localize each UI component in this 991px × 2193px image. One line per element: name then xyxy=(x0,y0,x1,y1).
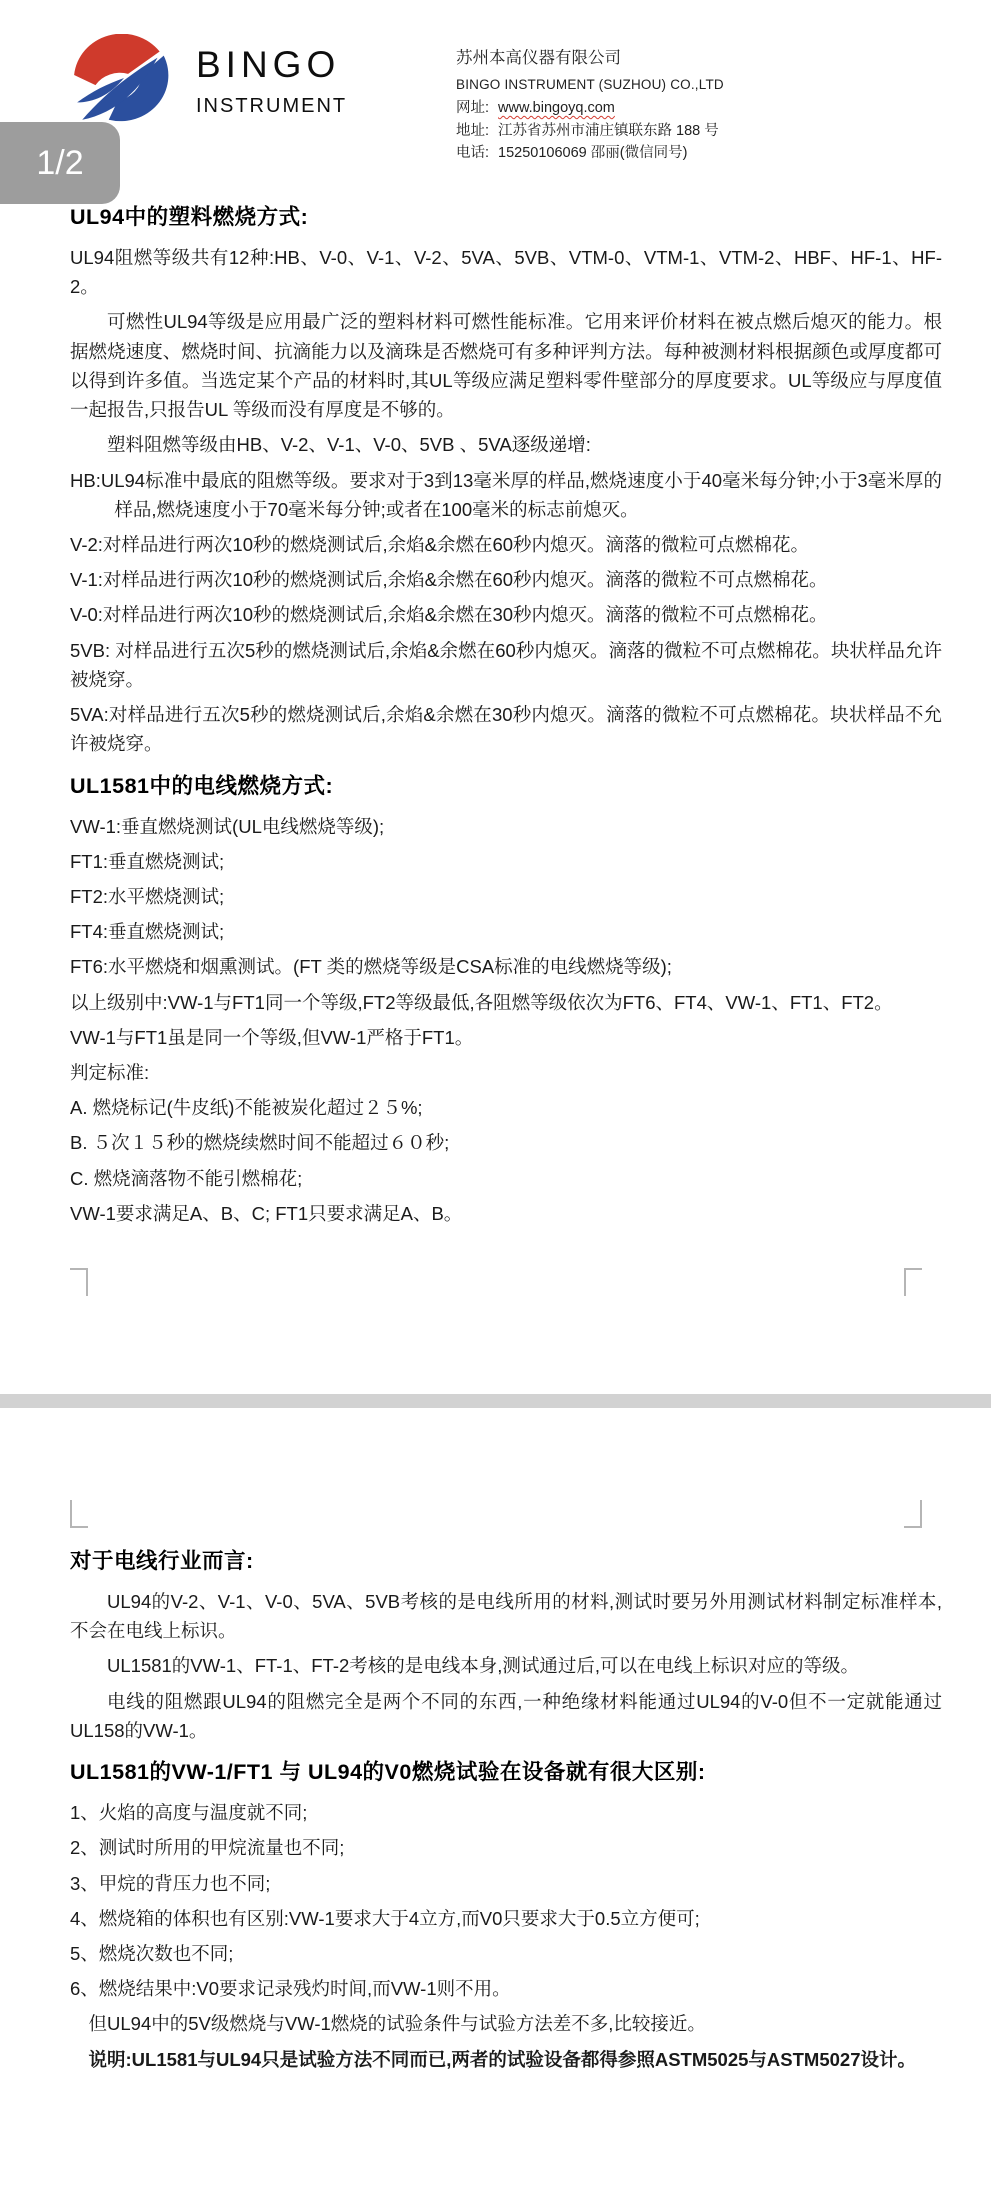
ul1581-section-heading: UL1581中的电线燃烧方式: xyxy=(70,773,334,798)
similarity-note: 但UL94中的5V级燃烧与VW-1燃烧的试验条件与试验方法差不多,比较接近。 xyxy=(88,2013,706,2035)
crop-mark-page1-bottom-right xyxy=(904,1268,922,1296)
address-row xyxy=(456,124,724,139)
criterion-a: A. 燃烧标记(牛皮纸)不能被炭化超过２５%; xyxy=(70,1097,423,1119)
crop-mark-page1-bottom-left xyxy=(70,1268,88,1296)
wire-industry-p3: 电线的阻燃跟UL94的阻燃完全是两个不同的东西,一种绝缘材料能通过UL94的V-0但不一定就能通过UL158的VW-1。 xyxy=(70,1690,942,1741)
rating-v0: V-0:对样品进行两次10秒的燃烧测试后,余焰&余燃在30秒内熄灭。滴落的微粒不可点燃棉花。 xyxy=(70,604,828,626)
difference-4: 4、燃烧箱的体积也有区别:VW-1要求大于4立方,而V0只要求大于0.5立方便可; xyxy=(70,1907,700,1929)
website-url: www.bingoyq.com xyxy=(498,100,615,116)
grade-order-note: 以上级别中:VW-1与FT1同一个等级,FT2等级最低,各阻燃等级依次为FT6、FT4、VW-1、FT1、FT2。 xyxy=(70,991,893,1013)
difference-5: 5、燃烧次数也不同; xyxy=(70,1942,234,1964)
rating-v1: V-1:对样品进行两次10秒的燃烧测试后,余焰&余燃在60秒内熄灭。滴落的微粒不可点燃棉花。 xyxy=(70,569,828,591)
difference-3: 3、甲烷的背压力也不同; xyxy=(70,1872,271,1894)
phone-value: 15250106069 邵丽(微信同号) xyxy=(498,145,688,161)
astm-note: 说明:UL1581与UL94只是试验方法不同而已,两者的试验设备都得参照ASTM5025与ASTM5027设计。 xyxy=(88,2048,916,2070)
phone-label: 电话: xyxy=(456,145,490,161)
wire-industry-p1: UL94的V-2、V-1、V-0、5VA、5VB考核的是电线所用的材料,测试时要另外用测试材料制定标准样本,不会在电线上标识。 xyxy=(70,1591,942,1642)
criterion-b: B. ５次１５秒的燃烧续燃时间不能超过６０秒; xyxy=(70,1132,450,1154)
difference-2: 2、测试时所用的甲烷流量也不同; xyxy=(70,1837,345,1859)
equipment-difference-heading: UL1581的VW-1/FT1 与 UL94的V0燃烧试验在设备就有很大区别: xyxy=(70,1760,706,1785)
criterion-c: C. 燃烧滴落物不能引燃棉花; xyxy=(70,1167,303,1189)
brand-name: BINGO xyxy=(196,44,341,85)
page2-body xyxy=(70,1542,942,2080)
wire-test-ft4: FT4:垂直燃烧测试; xyxy=(70,921,225,943)
wire-test-ft6: FT6:水平燃烧和烟熏测试。(FT 类的燃烧等级是CSA标准的电线燃烧等级); xyxy=(70,956,672,978)
company-name-en: BINGO INSTRUMENT (SUZHOU) CO.,LTD xyxy=(456,76,724,92)
ul94-intro: 可燃性UL94等级是应用最广泛的塑料材料可燃性能标准。它用来评价材料在被点燃后熄灭的能力。根据燃烧速度、燃烧时间、抗滴能力以及滴珠是否燃烧可有多种评判方法。每种被测材料根据颜色或厚度都可以得到许多值。当选定某个产品的材料时,其UL等级应满足塑料零件壁部分的厚度要求。UL等级应与厚度值一起报告,只报告UL 等级而没有厚度是不够的。 xyxy=(70,311,942,421)
rating-v2: V-2:对样品进行两次10秒的燃烧测试后,余焰&余燃在60秒内熄灭。滴落的微粒可点燃棉花。 xyxy=(70,533,810,555)
crop-mark-page2-top-left xyxy=(70,1500,88,1528)
difference-1: 1、火焰的高度与温度就不同; xyxy=(70,1802,308,1824)
page-indicator-badge xyxy=(0,122,120,204)
wire-industry-heading: 对于电线行业而言: xyxy=(70,1549,254,1573)
page-divider-bar xyxy=(0,1394,991,1408)
ul94-section-heading: UL94中的塑料燃烧方式: xyxy=(70,205,309,229)
letterhead-contact-block xyxy=(456,50,724,169)
company-logo-icon xyxy=(68,34,180,122)
difference-6: 6、燃烧结果中:V0要求记录残灼时间,而VW-1则不用。 xyxy=(70,1978,511,2000)
brand-wordmark xyxy=(196,44,347,118)
website-row xyxy=(456,101,724,116)
criteria-title: 判定标准: xyxy=(70,1062,150,1084)
rating-5vb: 5VB: 对样品进行五次5秒的燃烧测试后,余焰&余燃在60秒内熄灭。滴落的微粒不可点燃棉花。块状样品允许被烧穿。 xyxy=(70,639,942,690)
rating-5va: 5VA:对样品进行五次5秒的燃烧测试后,余焰&余燃在30秒内熄灭。滴落的微粒不可点燃棉花。块状样品不允许被烧穿。 xyxy=(70,704,942,755)
wire-industry-p2: UL1581的VW-1、FT-1、FT-2考核的是电线本身,测试通过后,可以在电线上标识对应的等级。 xyxy=(107,1655,860,1677)
website-label: 网址: xyxy=(456,100,490,116)
ul94-rating-order: 塑料阻燃等级由HB、V-2、V-1、V-0、5VB 、5VA逐级递增: xyxy=(107,434,591,456)
wire-test-ft2: FT2:水平燃烧测试; xyxy=(70,885,225,907)
wire-test-ft1: FT1:垂直燃烧测试; xyxy=(70,850,225,872)
company-name-cn: 苏州本高仪器有限公司 xyxy=(456,49,621,67)
ul94-rating-count: UL94阻燃等级共有12种:HB、V-0、V-1、V-2、5VA、5VB、VTM-0、VTM-1、VTM-2、HBF、HF-1、HF-2。 xyxy=(70,247,942,298)
address-label: 地址: xyxy=(456,122,490,139)
page1-body xyxy=(70,198,942,1234)
wire-test-vw1: VW-1:垂直燃烧测试(UL电线燃烧等级); xyxy=(70,815,385,837)
vw1-vs-ft1-note: VW-1与FT1虽是同一个等级,但VW-1严格于FT1。 xyxy=(70,1026,474,1048)
brand-subname: INSTRUMENT xyxy=(196,95,348,117)
crop-mark-page2-top-right xyxy=(904,1500,922,1528)
address-value: 江苏省苏州市浦庄镇联东路 188 号 xyxy=(498,122,719,139)
rating-hb: HB:UL94标准中最底的阻燃等级。要求对于3到13毫米厚的样品,燃烧速度小于40毫米每分钟;小于3毫米厚的样品,燃烧速度小于70毫米每分钟;或者在100毫米的标志前熄灭。 xyxy=(70,469,942,520)
criteria-summary: VW-1要求满足A、B、C; FT1只要求满足A、B。 xyxy=(70,1202,463,1224)
page-indicator-label: 1/2 xyxy=(36,143,84,182)
phone-row xyxy=(456,146,724,161)
